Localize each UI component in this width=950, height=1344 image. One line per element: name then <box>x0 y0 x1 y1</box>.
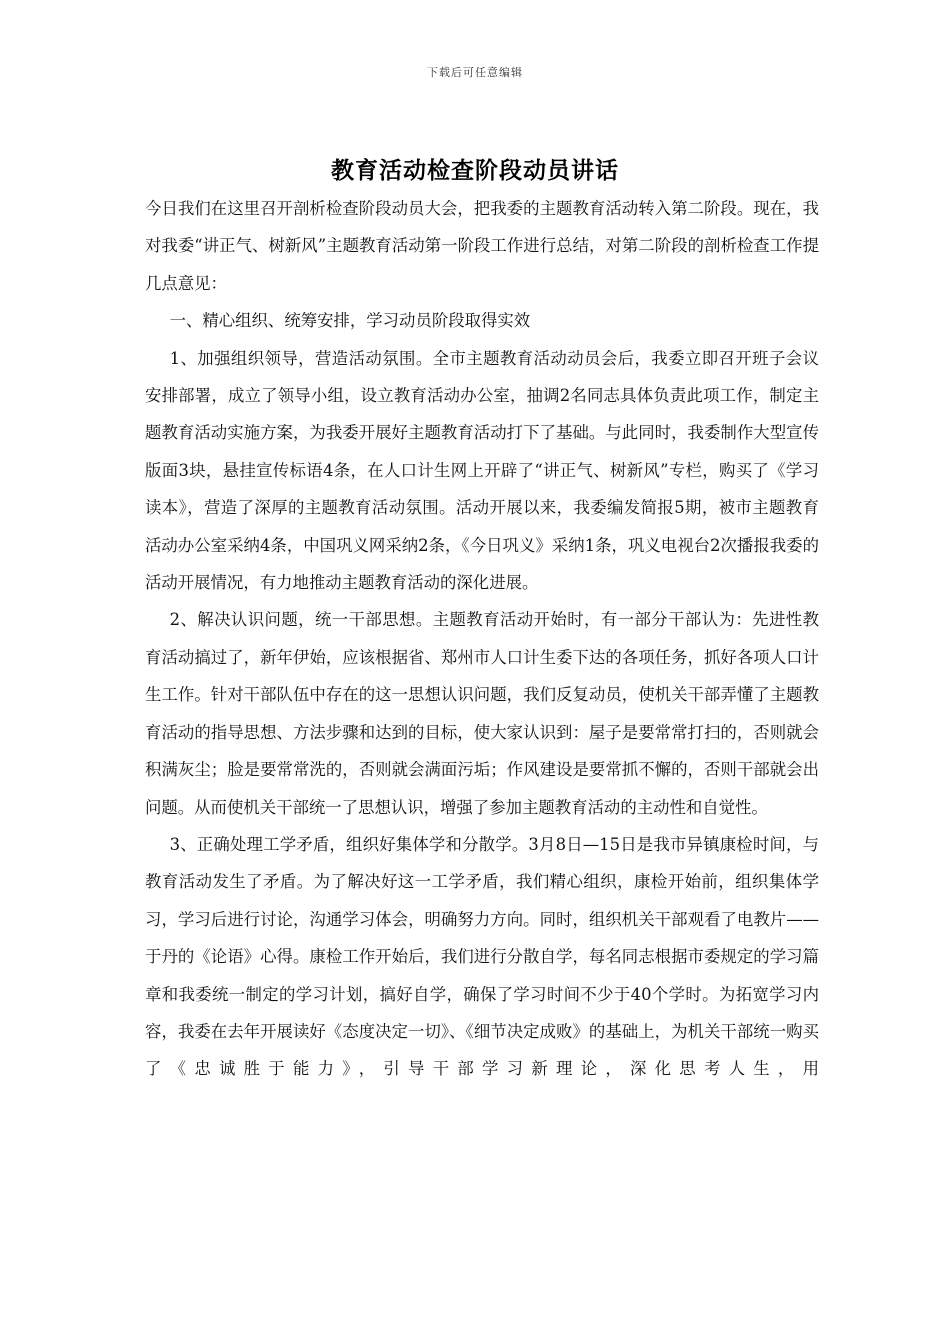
document-body <box>145 190 819 1088</box>
download-note: 下载后可任意编辑 <box>427 66 523 79</box>
document-title: 教育活动检查阶段动员讲话 <box>331 157 619 184</box>
intro-paragraph: 今日我们在这里召开剖析检查阶段动员大会，把我委的主题教育活动转入第二阶段。现在，我对我委“讲正气、树新风”主题教育活动第一阶段工作进行总结，对第二阶段的剖析检查工作提几点意见： <box>145 199 819 293</box>
paragraph-item-2: 2、解决认识问题，统一干部思想。主题教育活动开始时，有一部分干部认为：先进性教育活动搞过了，新年伊始，应该根据省、郑州市人口计生委下达的各项任务，抓好各项人口计生工作。针对干部队伍中存在的这一思想认识问题，我们反复动员，使机关干部弄懂了主题教育活动的指导思想、方法步骤和达到的目标，使大家认识到：屋子是要常常打扫的，否则就会积满灰尘；脸是要常常洗的，否则就会满面污垢；作风建设是要常抓不懈的，否则干部就会出问题。从而使机关干部统一了思想认识，增强了参加主题教育活动的主动性和自觉性。 <box>145 610 819 817</box>
paragraph-item-1: 1、加强组织领导，营造活动氛围。全市主题教育活动动员会后，我委立即召开班子会议安排部署，成立了领导小组，设立教育活动办公室，抽调2名同志具体负责此项工作，制定主题教育活动实施方案，为我委开展好主题教育活动打下了基础。与此同时，我委制作大型宣传版面3块，悬挂宣传标语4条，在人口计生网上开辟了“讲正气、树新风”专栏，购买了《学习读本》，营造了深厚的主题教育活动氛围。活动开展以来，我委编发简报5期，被市主题教育活动办公室采纳4条，中国巩义网采纳2条，《今日巩义》采纳1条，巩义电视台2次播报我委的活动开展情况，有力地推动主题教育活动的深化进展。 <box>145 348 819 593</box>
paragraph-item-3: 3、正确处理工学矛盾，组织好集体学和分散学。3月8日—15日是我市异镇康检时间，与教育活动发生了矛盾。为了解决好这一工学矛盾，我们精心组织，康检开始前，组织集体学习，学习后进行讨论，沟通学习体会，明确努力方向。同时，组织机关干部观看了电教片——于丹的《论语》心得。康检工作开始后，我们进行分散自学，每名同志根据市委规定的学习篇章和我委统一制定的学习计划，搞好自学，确保了学习时间不少于40个学时。为拓宽学习内容，我委在去年开展读好《态度决定一切》、《细节决定成败》的基础上，为机关干部统一购买了《忠诚胜于能力》，引导干部学习新理论，深化思考人生，用 <box>145 834 819 1079</box>
section-heading-1: 一、精心组织、统筹安排，学习动员阶段取得实效 <box>169 311 531 331</box>
